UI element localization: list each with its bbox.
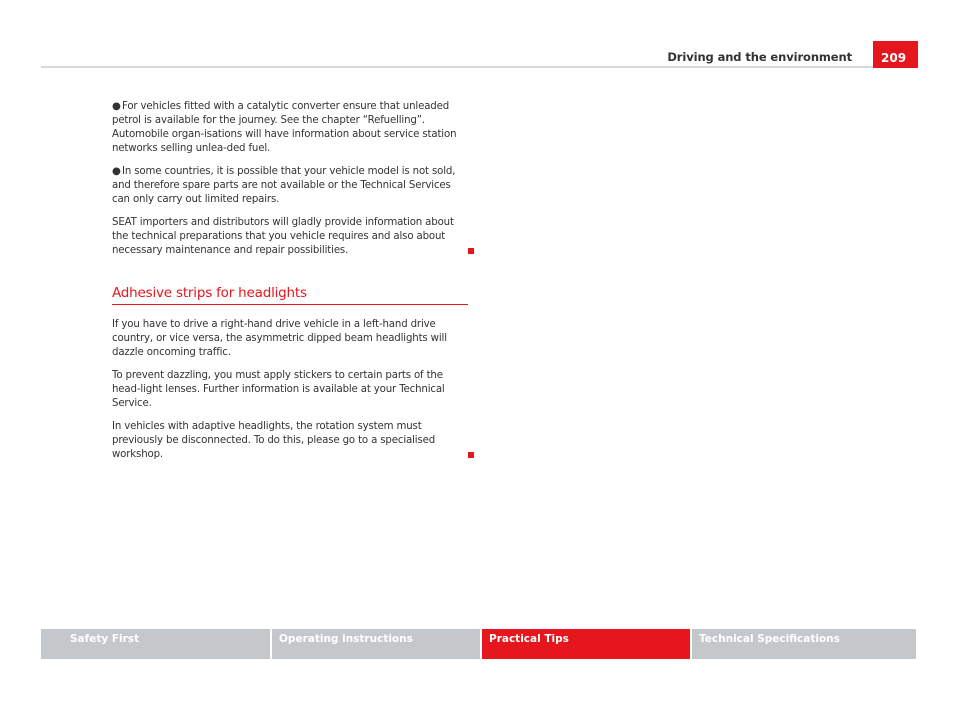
paragraph: [112, 420, 468, 462]
section-heading: Adhesive strips for headlights: [112, 285, 468, 305]
paragraph: To prevent dazzling, you must apply stickers to certain parts of the head-light lenses. Further information is available at your Technical Service.: [112, 370, 445, 409]
bullet-icon: ●: [112, 166, 121, 177]
bullet-text: For vehicles fitted with a catalytic converter ensure that unleaded petrol is available for the journey. See the chapter “Refuelling”. Automobile organ-isations will have information about service station networks selling unlea-ded fuel.: [112, 101, 457, 154]
section-end-icon: [468, 248, 474, 254]
section-text-block: [112, 318, 468, 471]
page-header-title: Driving and the environment: [667, 50, 852, 64]
header-rule: [41, 66, 918, 68]
bullet-icon: ●: [112, 101, 121, 112]
paragraph-text: SEAT importers and distributors will gladly provide information about the technical preparations that you vehicle requires and also about necessary maintenance and repair possibilities.: [112, 217, 454, 256]
section-end-icon: [468, 452, 474, 458]
bullet-text: In some countries, it is possible that your vehicle model is not sold, and therefore spare parts are not available or the Technical Services can only carry out limited repairs.: [112, 166, 456, 205]
bullet-item: [112, 165, 468, 207]
paragraph: If you have to drive a right-hand drive vehicle in a left-hand drive country, or vice versa, the asymmetric dipped beam headlights will dazzle oncoming traffic.: [112, 319, 447, 358]
tab-safety-first[interactable]: Safety First: [41, 629, 270, 659]
page-number: 209: [873, 41, 918, 68]
tab-practical-tips[interactable]: Practical Tips: [482, 629, 690, 659]
bullet-item: [112, 100, 468, 156]
tab-technical-specifications[interactable]: Technical Specifications: [692, 629, 916, 659]
chapter-tab-bar: [41, 629, 918, 659]
paragraph-text: In vehicles with adaptive headlights, the rotation system must previously be disconnected. To do this, please go to a specialised workshop.: [112, 421, 436, 460]
intro-text-block: [112, 100, 468, 267]
tab-operating-instructions[interactable]: Operating instructions: [272, 629, 480, 659]
closing-paragraph: [112, 216, 468, 258]
